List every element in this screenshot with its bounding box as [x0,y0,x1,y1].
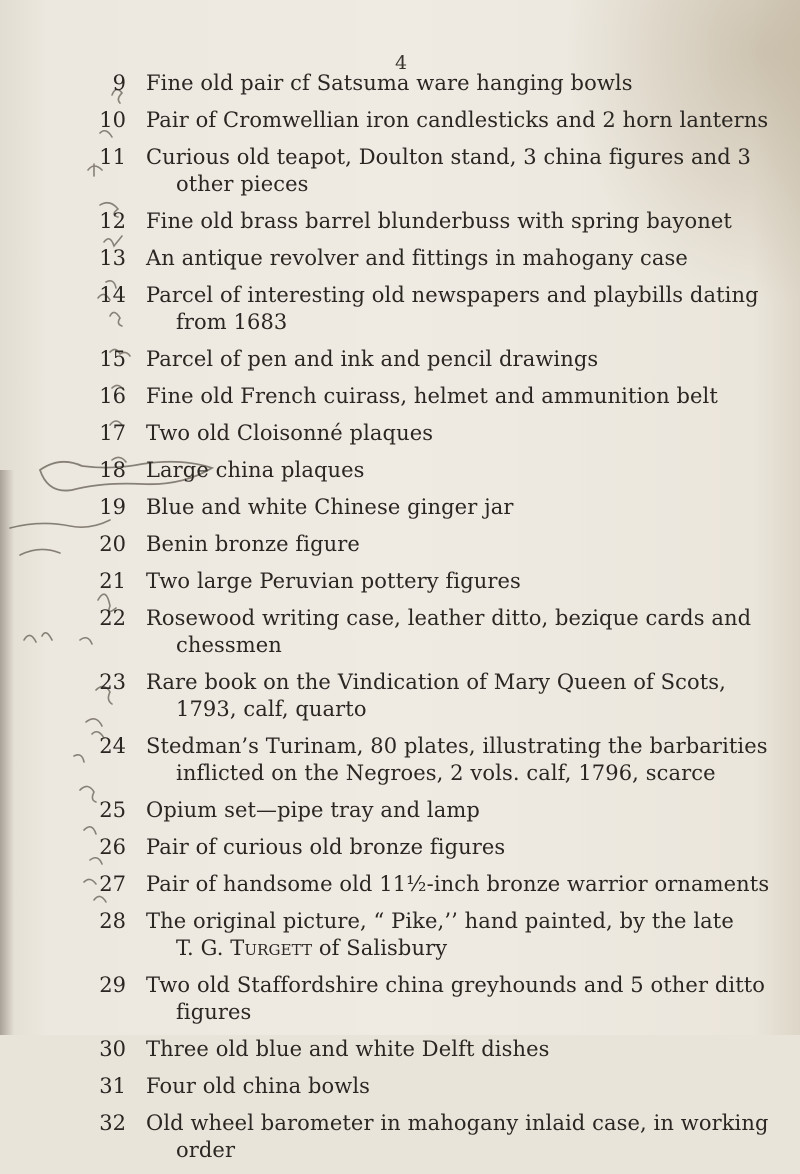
lot-description-line: Benin bronze figure [146,532,360,556]
lot-description-line: Parcel of interesting old newspapers and playbills dating [146,283,759,307]
lot-number: 26 [99,835,126,859]
lot-description [146,1036,800,1063]
lot-entry [0,908,800,962]
lot-annotation [0,733,70,736]
lot-number: 9 [112,71,126,95]
lot-description [146,972,800,1026]
lot-description-line: Two old Staffordshire china greyhounds and 5 other ditto [146,973,766,997]
lot-number: 25 [99,798,126,822]
lot-number: 31 [99,1074,126,1098]
lot-entry [0,70,800,97]
lot-annotation [0,346,70,349]
lot-description-line: Rosewood writing case, leather ditto, bezique cards and [146,606,752,630]
lot-description-line: Blue and white Chinese ginger jar [146,495,514,519]
lot-annotation [0,531,70,534]
lot-entry [0,245,800,272]
lot-entry [0,871,800,898]
lot-description [146,346,800,373]
lot-entry [0,733,800,787]
lot-number: 12 [99,209,126,233]
lot-description [146,908,800,962]
lot-description-line: Two old Cloisonné plaques [146,421,434,445]
lot-entry [0,605,800,659]
lot-description [146,245,800,272]
lot-description-line: Rare book on the Vindication of Mary Queen of Scots, [146,670,726,694]
lot-description-continuation: figures [176,1000,252,1024]
lot-entry [0,669,800,723]
lot-description [146,605,800,659]
lot-entry [0,282,800,336]
lot-annotation [0,457,70,460]
lot-number: 27 [99,872,126,896]
lot-description [146,420,800,447]
lot-annotation [0,669,70,672]
lot-description [146,568,800,595]
lot-number: 24 [99,734,126,758]
lot-entry [0,1073,800,1100]
lot-description-line: Four old china bowls [146,1074,371,1098]
lot-description [146,383,800,410]
lot-entry [0,1110,800,1164]
lot-entry [0,834,800,861]
lot-number: 13 [99,246,126,270]
lot-annotation [0,282,70,285]
lot-annotation [0,144,70,147]
lot-description-line: Fine old brass barrel blunderbuss with spring bayonet [146,209,732,233]
lot-description [146,871,800,898]
lot-entry [0,383,800,410]
lot-number: 16 [99,384,126,408]
lot-entry [0,568,800,595]
lot-number: 18 [99,458,126,482]
lot-number: 23 [99,670,126,694]
lot-description-line: Pair of curious old bronze figures [146,835,506,859]
lot-description [146,733,800,787]
lot-annotation [0,908,70,911]
lot-number: 32 [99,1111,126,1135]
lot-number: 28 [99,909,126,933]
lot-description-line: Pair of handsome old 11½-inch bronze warrior ornaments [146,872,770,896]
lot-description-line: Curious old teapot, Doulton stand, 3 china figures and 3 [146,145,752,169]
lot-annotation [0,420,70,423]
lot-description [146,208,800,235]
lot-number: 10 [99,108,126,132]
lot-annotation [0,605,70,608]
lot-annotation [0,972,70,975]
lot-description-line: Stedman’s Turinam, 80 plates, illustrating the barbarities [146,734,768,758]
lot-annotation [0,1073,70,1076]
lot-number: 22 [99,606,126,630]
page-number: 4 [395,52,408,74]
lot-number: 29 [99,973,126,997]
lot-number: 20 [99,532,126,556]
lot-description-line: Fine old pair cf Satsuma ware hanging bowls [146,71,633,95]
lot-entry [0,1036,800,1063]
lot-annotation [0,494,70,497]
lot-entry [0,346,800,373]
lot-entry [0,531,800,558]
lot-entry [0,144,800,198]
lot-entry [0,420,800,447]
lot-description [146,144,800,198]
lot-number: 21 [99,569,126,593]
lot-annotation [0,797,70,800]
lot-description-continuation: order [176,1138,236,1162]
lot-description-line: Large china plaques [146,458,365,482]
lot-number: 17 [99,421,126,445]
lot-number: 14 [99,283,126,307]
lot-annotation [0,568,70,571]
lot-description-continuation: from 1683 [176,310,288,334]
lot-description-line: Pair of Cromwellian iron candlesticks and 2 horn lanterns [146,108,769,132]
lot-description-continuation: other pieces [176,172,309,196]
lot-description-line: Three old blue and white Delft dishes [146,1037,550,1061]
lot-number: 19 [99,495,126,519]
lot-description-line: Opium set—pipe tray and lamp [146,798,480,822]
lot-description [146,107,800,134]
lot-annotation [0,871,70,874]
lot-description [146,1110,800,1164]
lot-annotation [0,1036,70,1039]
lot-description [146,70,800,97]
lot-description-line: Fine old French cuirass, helmet and ammunition belt [146,384,718,408]
lot-description [146,834,800,861]
lot-description-line: Old wheel barometer in mahogany inlaid case, in working [146,1111,769,1135]
lot-description [146,797,800,824]
lot-description-continuation: inflicted on the Negroes, 2 vols. calf, 1796, scarce [176,761,716,785]
lot-description-continuation: 1793, calf, quarto [176,697,367,721]
lot-number: 11 [99,145,126,169]
lot-annotation [0,70,70,73]
lot-description-line: The original picture, “ Pike,’’ hand painted, by the late [146,909,734,933]
lot-entry [0,208,800,235]
lot-entry [0,494,800,521]
lot-description-line: Parcel of pen and ink and pencil drawings [146,347,599,371]
lot-annotation [0,208,70,211]
lot-description-line: An antique revolver and fittings in mahogany case [146,246,688,270]
lot-annotation [0,245,70,248]
lot-description-continuation: chessmen [176,633,282,657]
lot-description [146,531,800,558]
lot-annotation [0,834,70,837]
lot-annotation [0,1110,70,1113]
lot-entry [0,972,800,1026]
lot-number: 30 [99,1037,126,1061]
lot-description-line: Two large Peruvian pottery figures [146,569,521,593]
lot-description [146,457,800,484]
lot-entry [0,107,800,134]
lot-annotation [0,383,70,386]
lot-description-continuation: T. G. Turgett of Salisbury [176,936,448,960]
lot-number: 15 [99,347,126,371]
lot-description [146,494,800,521]
lot-description [146,1073,800,1100]
lot-annotation [0,107,70,110]
lot-entry [0,797,800,824]
lot-description [146,669,800,723]
lot-description [146,282,800,336]
lot-entry [0,457,800,484]
lot-list [0,70,800,1174]
